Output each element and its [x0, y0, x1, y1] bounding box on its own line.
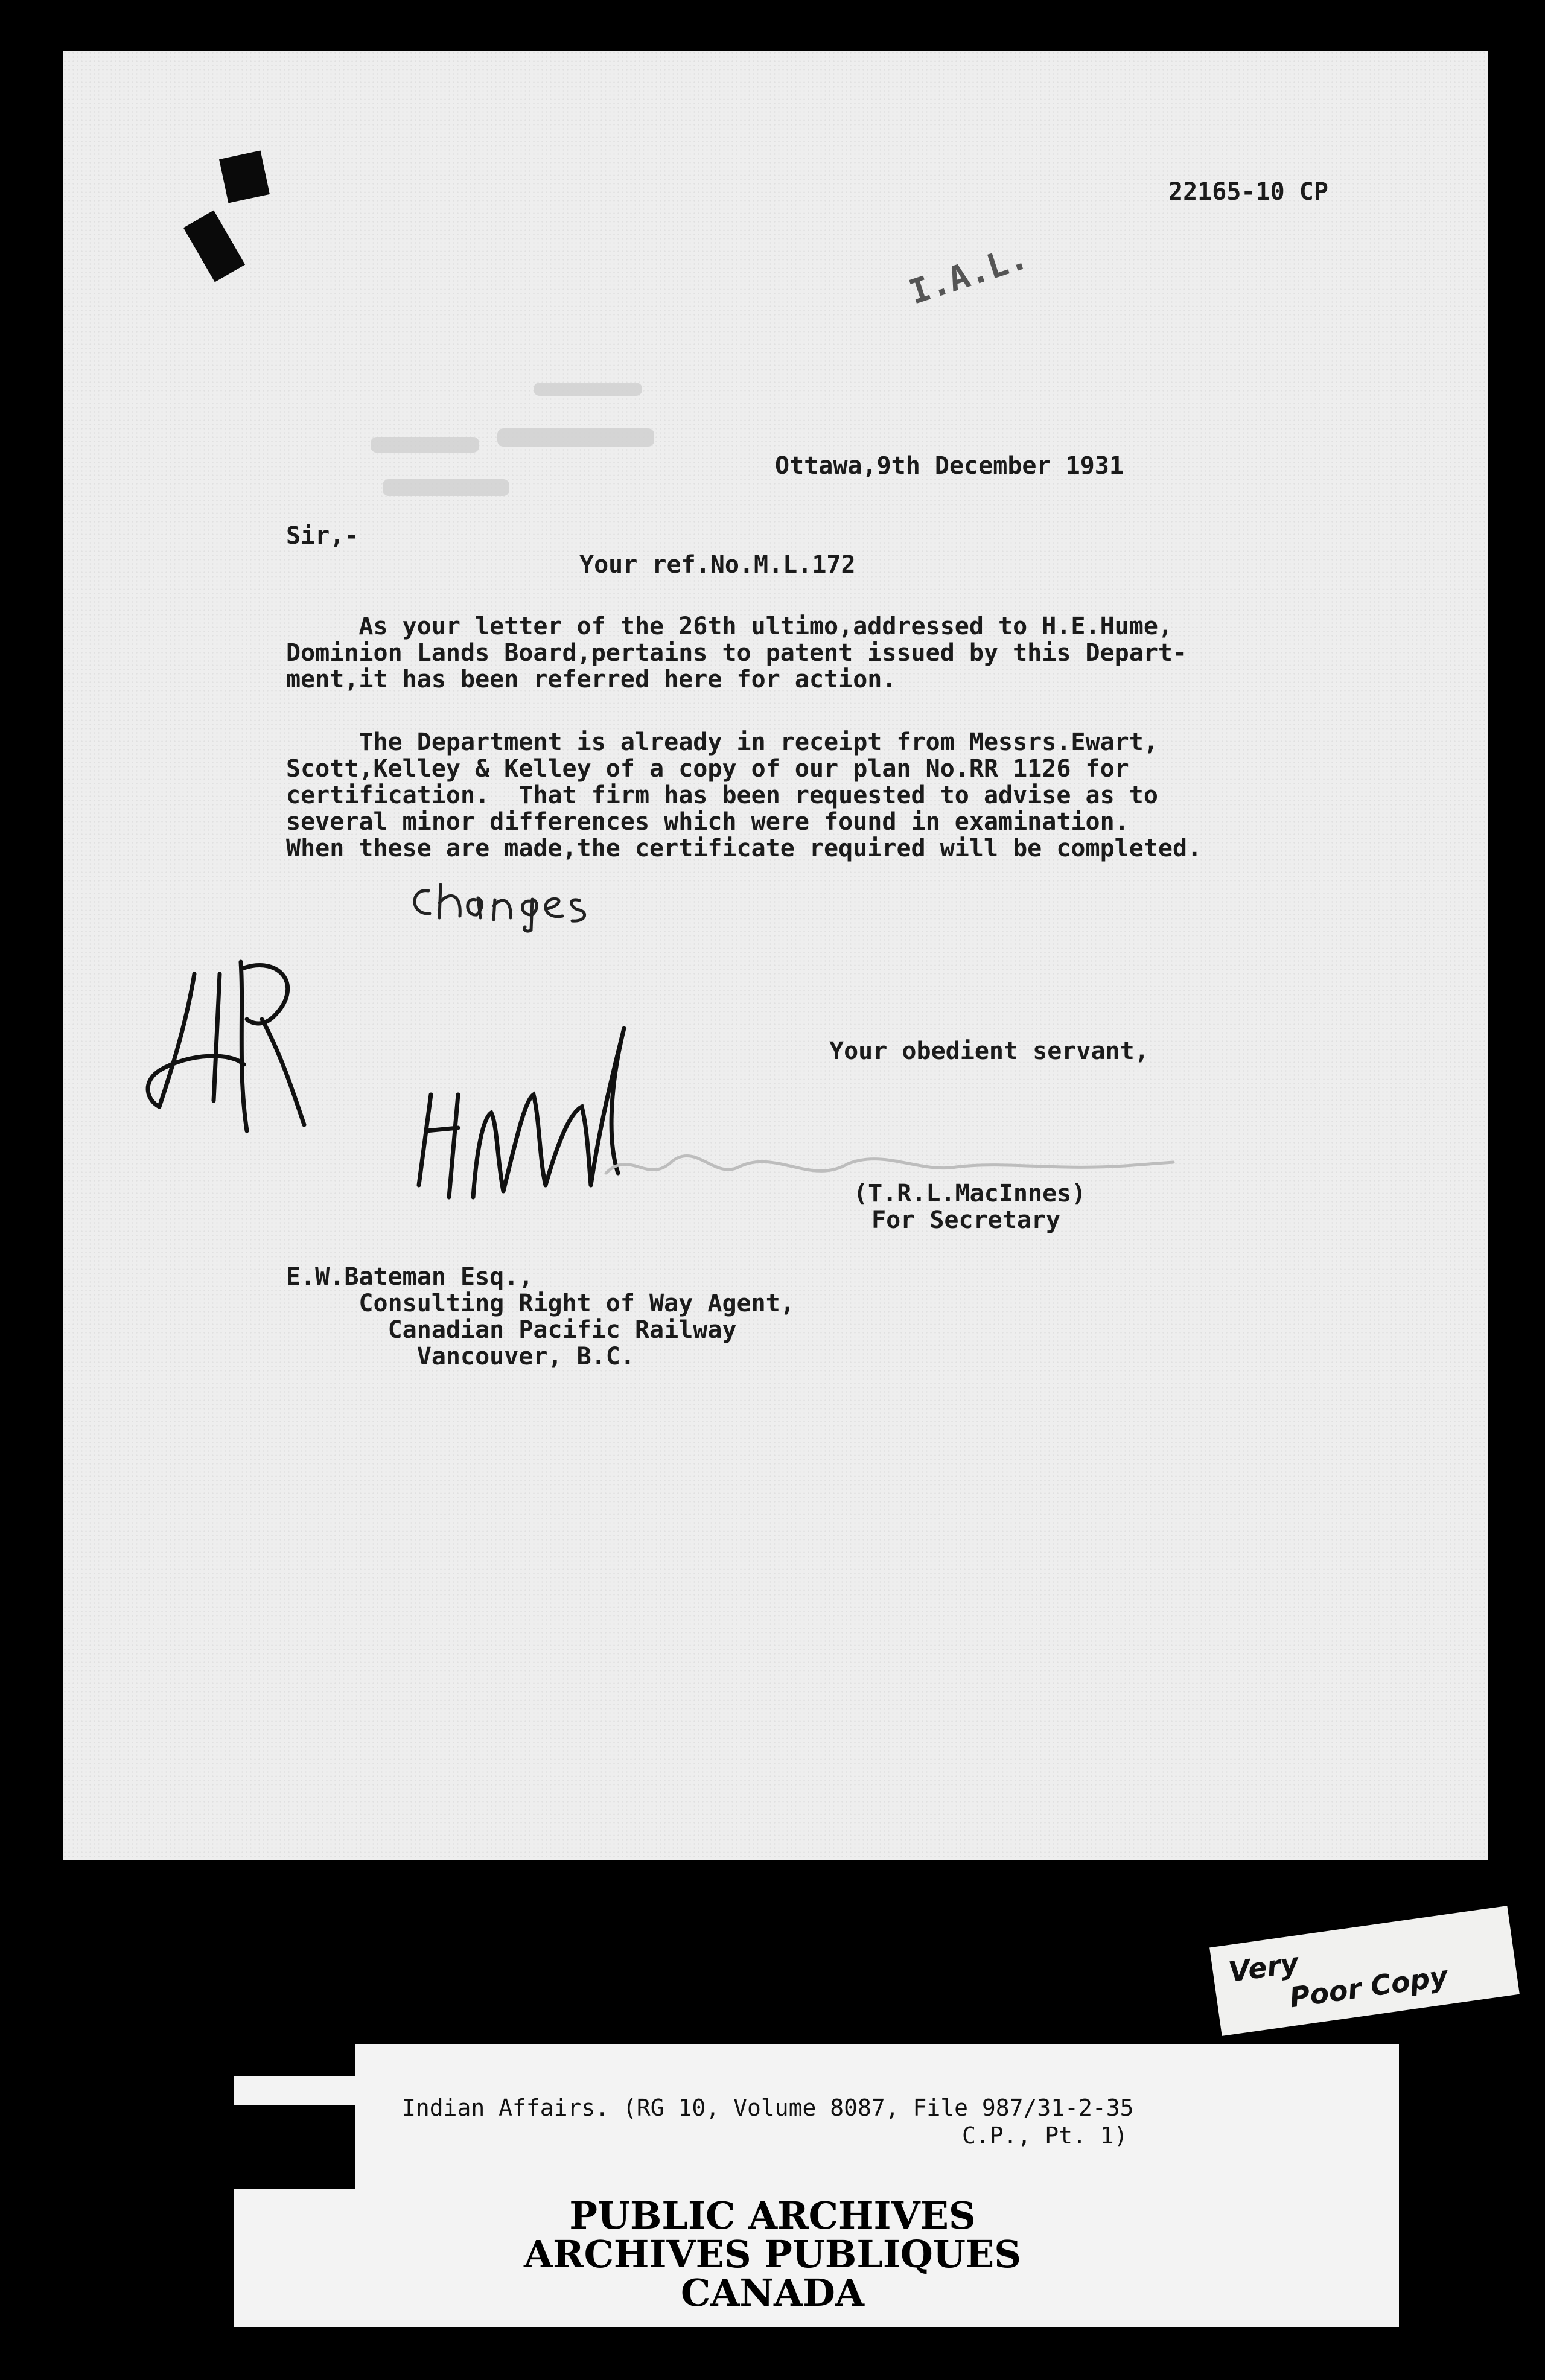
paragraph-line: Scott,Kelley & Kelley of a copy of our plan No.RR 1126 for [286, 755, 1129, 783]
paragraph-line: several minor differences which were found in examination. [286, 808, 1129, 836]
label-notch-left-lower [234, 2105, 355, 2189]
punch-mark-top [219, 151, 270, 203]
faded-stamp-smudge [365, 364, 702, 521]
label-notch-left [234, 2044, 355, 2076]
handwritten-insertion [404, 873, 604, 933]
sticker-line-2: Poor Copy [1287, 1959, 1450, 2014]
archive-title [0, 2194, 1545, 2315]
your-reference: Your ref.No.M.L.172 [579, 551, 856, 579]
closing: Your obedient servant, [829, 1037, 1149, 1065]
paragraph-line: As your letter of the 26th ultimo,addressed to H.E.Hume, [286, 612, 1173, 640]
address-line: Canadian Pacific Railway [286, 1316, 737, 1344]
handwritten-initials [123, 950, 352, 1155]
archive-reference-line-2: C.P., Pt. 1) [962, 2122, 1128, 2149]
signatory-title: For Secretary [871, 1206, 1061, 1234]
punch-mark-bottom [183, 210, 245, 282]
paragraph-line: Dominion Lands Board,pertains to patent issued by this Depart- [286, 639, 1188, 667]
salutation: Sir,- [286, 522, 359, 550]
quality-note-sticker [1209, 1906, 1520, 2036]
paragraph-line: When these are made,the certificate required will be completed. [286, 835, 1202, 862]
address-line: Vancouver, B.C. [286, 1343, 635, 1370]
paragraph-line: certification. That firm has been requested to advise as to [286, 781, 1158, 809]
letter-page [63, 51, 1488, 1860]
archive-title-country: CANADA [680, 2271, 865, 2315]
address-line: Consulting Right of Way Agent, [286, 1290, 795, 1317]
sticker-line-1: Very [1226, 1946, 1301, 1989]
archive-title-en: PUBLIC ARCHIVES [569, 2194, 976, 2238]
paragraph-line: The Department is already in receipt from Messrs.Ewart, [286, 728, 1158, 756]
signatory-name: (T.R.L.MacInnes) [853, 1180, 1086, 1208]
date-line: Ottawa,9th December 1931 [775, 452, 1124, 480]
archive-title-fr: ARCHIVES PUBLIQUES [523, 2232, 1022, 2276]
address-line: E.W.Bateman Esq., [286, 1263, 534, 1291]
file-reference: 22165-10 CP [1168, 178, 1328, 206]
archive-reference-line-1: Indian Affairs. (RG 10, Volume 8087, File 987/31-2-35 [402, 2095, 1134, 2121]
paragraph-line: ment,it has been referred here for action. [286, 666, 897, 693]
received-stamp: I.A.L. [904, 237, 1033, 313]
